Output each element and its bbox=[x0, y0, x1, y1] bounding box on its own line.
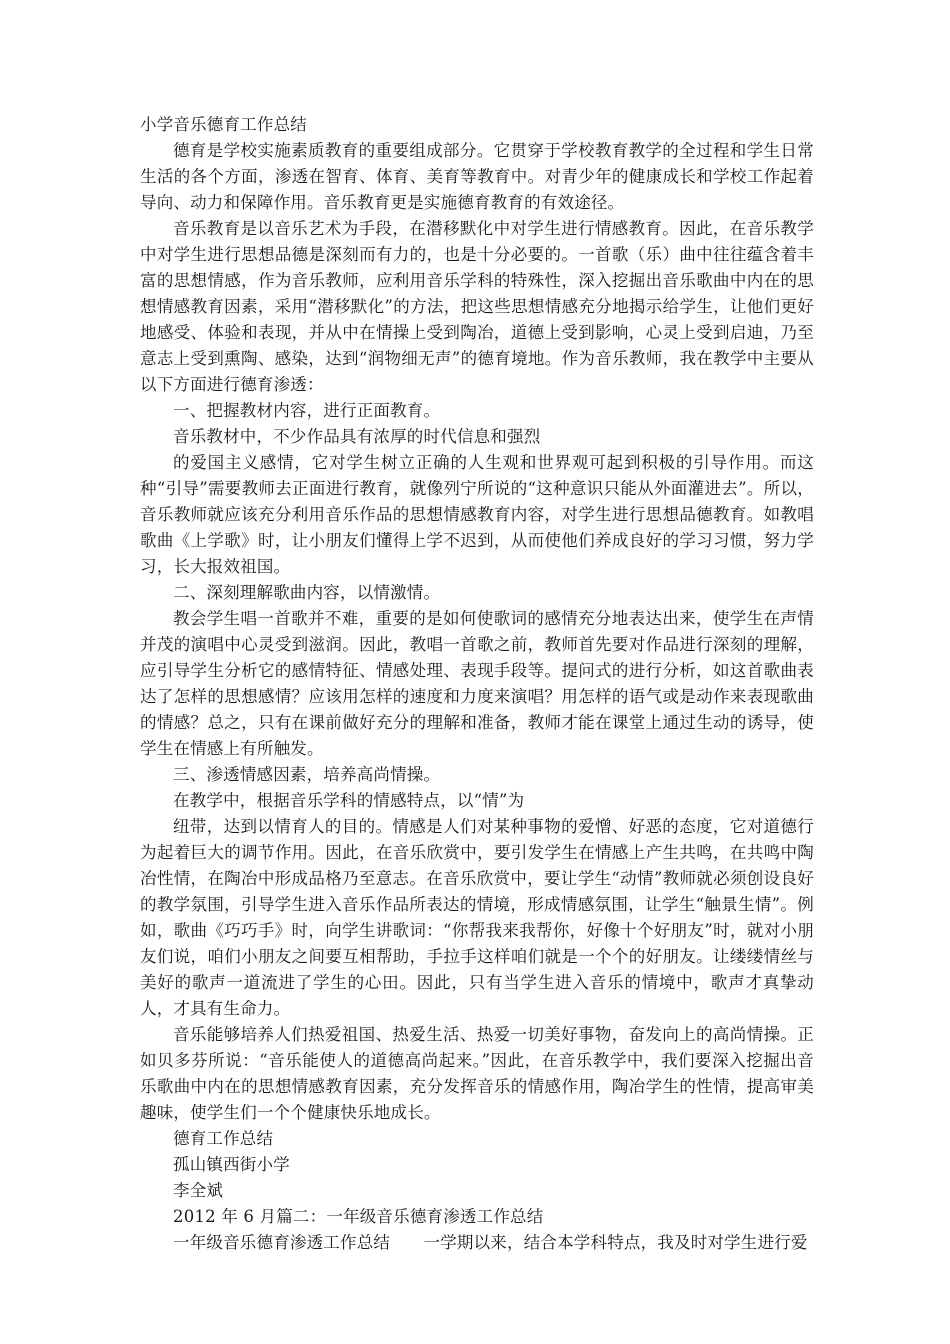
paragraph-conclusion: 音乐能够培养人们热爱祖国、热爱生活、热爱一切美好事物，奋发向上的高尚情操。正如贝多芬所说：“音乐能使人的道德高尚起来。”因此，在音乐教学中，我们要深入挖掘出音乐歌曲中内在的思想情感教育因素，充分发挥音乐的情感作用，陶冶学生的性情，提高审美趣味，使学生们一个个健康快乐地成长。 bbox=[140, 1025, 814, 1122]
document-title: 小学音乐德育工作总结 bbox=[140, 115, 307, 134]
paragraph-intro: 德育是学校实施素质教育的重要组成部分。它贯穿于学校教育教学的全过程和学生日常生活的各个方面，渗透在智育、体育、美育等教育中。对青少年的健康成长和学校工作起着导向、动力和保障作用。音乐教育更是实施德育教育的有效途径。 bbox=[140, 141, 814, 212]
next-article-first-line: 一年级音乐德育渗透工作总结 一学期以来，结合本学科特点，我及时对学生进行爱 bbox=[173, 1233, 808, 1252]
next-article-title: 2012 年 6 月篇二：一年级音乐德育渗透工作总结 bbox=[173, 1207, 544, 1226]
signature-author: 李全斌 bbox=[173, 1181, 224, 1200]
signature-label: 德育工作总结 bbox=[173, 1129, 274, 1148]
section-heading-1: 一、把握教材内容，进行正面教育。 bbox=[173, 401, 441, 420]
signature-school: 孤山镇西街小学 bbox=[173, 1155, 290, 1174]
paragraph-fragment-2: 在教学中，根据音乐学科的情感特点，以“情”为 bbox=[173, 791, 525, 810]
paragraph-fragment-1: 音乐教材中，不少作品具有浓厚的时代信息和强烈 bbox=[173, 427, 541, 446]
paragraph-singing: 教会学生唱一首歌并不难，重要的是如何使歌词的感情充分地表达出来，使学生在声情并茂的演唱中心灵受到滋润。因此，教唱一首歌之前，教师首先要对作品进行深刻的理解，应引导学生分析它的感情特征、情感处理、表现手段等。提问式的进行分析，如这首歌曲表达了怎样的思想感情？应该用怎样的速度和力度来演唱？用怎样的语气或是动作来表现歌曲的情感？总之，只有在课前做好充分的理解和准备，教师才能在课堂上通过生动的诱导，使学生在情感上有所触发。 bbox=[140, 609, 814, 758]
paragraph-emotion: 纽带，达到以情育人的目的。情感是人们对某种事物的爱憎、好恶的态度，它对道德行为起着巨大的调节作用。因此，在音乐欣赏中，要引发学生在情感上产生共鸣，在共鸣中陶冶性情，在陶冶中形成品格乃至意志。在音乐欣赏中，要让学生“动情”教师就必须创设良好的教学氛围，引导学生进入音乐作品所表达的情境，形成情感氛围，让学生“触景生情”。例如，歌曲《巧巧手》时，向学生讲歌词：“你帮我来我帮你，好像十个好朋友”时，就对小朋友们说，咱们小朋友之间要互相帮助，手拉手这样咱们就是一个个的好朋友。让缕缕情丝与美好的歌声一道流进了学生的心田。因此，只有当学生进入音乐的情境中，歌声才真挚动人，才具有生命力。 bbox=[140, 817, 814, 1018]
paragraph-music-education: 音乐教育是以音乐艺术为手段，在潜移默化中对学生进行情感教育。因此，在音乐教学中对学生进行思想品德是深刻而有力的，也是十分必要的。一首歌（乐）曲中往往蕴含着丰富的思想情感，作为音乐教师，应利用音乐学科的特殊性，深入挖掘出音乐歌曲中内在的思想情感教育因素，采用“潜移默化”的方法，把这些思想情感充分地揭示给学生，让他们更好地感受、体验和表现，并从中在情操上受到陶冶，道德上受到影响，心灵上受到启迪，乃至意志上受到熏陶、感染，达到“润物细无声”的德育境地。作为音乐教师，我在教学中主要从以下方面进行德育渗透： bbox=[140, 219, 814, 394]
document-body bbox=[140, 112, 814, 1256]
paragraph-patriotism: 的爱国主义感情，它对学生树立正确的人生观和世界观可起到积极的引导作用。而这种“引导”需要教师去正面进行教育，就像列宁所说的“这种意识只能从外面灌进去”。所以，音乐教师就应该充分利用音乐作品的思想情感教育内容，对学生进行思想品德教育。如教唱歌曲《上学歌》时，让小朋友们懂得上学不迟到，从而使他们养成良好的学习习惯，努力学习，长大报效祖国。 bbox=[140, 453, 814, 576]
section-heading-2: 二、深刻理解歌曲内容，以情激情。 bbox=[173, 583, 441, 602]
section-heading-3: 三、渗透情感因素，培养高尚情操。 bbox=[173, 765, 441, 784]
